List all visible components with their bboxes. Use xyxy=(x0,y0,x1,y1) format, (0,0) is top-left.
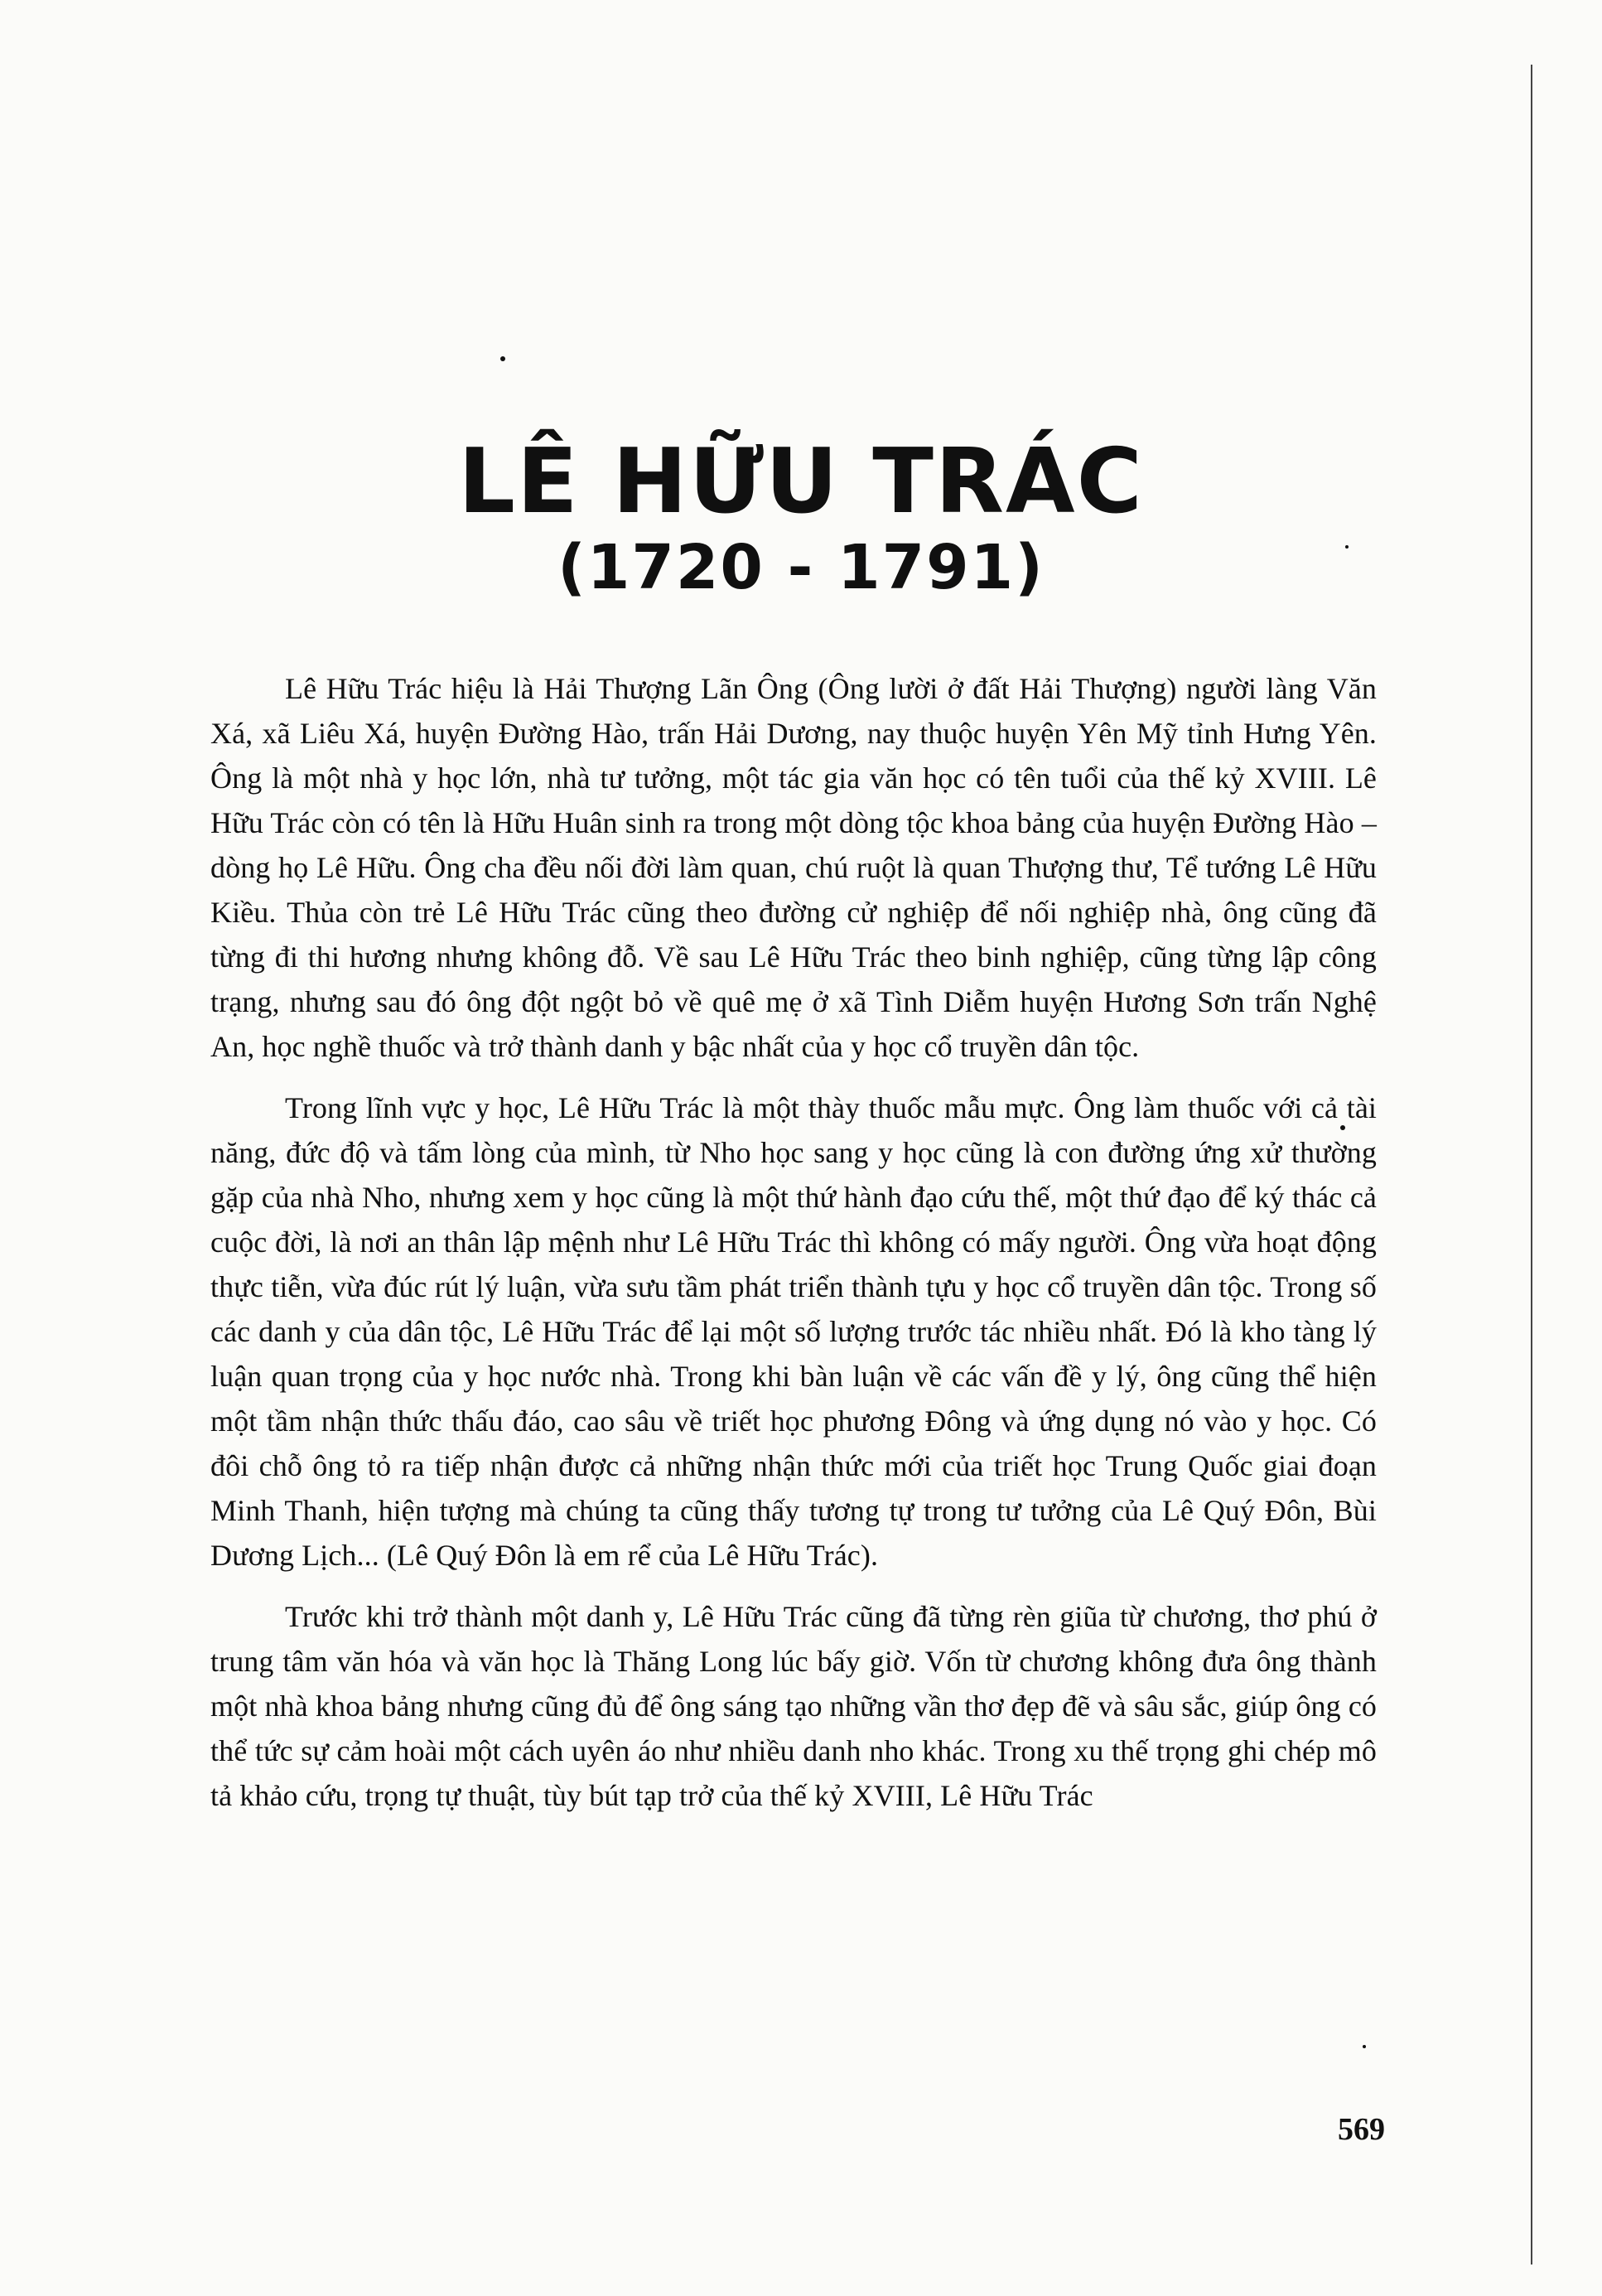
page-title: LÊ HỮU TRÁC xyxy=(458,430,1144,534)
chapter-header xyxy=(0,430,1602,605)
page-edge-rule xyxy=(1531,65,1532,2265)
paragraph-literature: Trước khi trở thành một danh y, Lê Hữu Trác cũng đã từng rèn giũa từ chương, thơ phú ở trung tâm văn hóa và văn học là Thăng Long lúc bấy giờ. Vốn từ chương không đưa ông thành một nhà khoa bảng nhưng cũng đủ để ông sáng tạo những vần thơ đẹp đẽ và sâu sắc, giúp ông có thể tức sự cảm hoài một cách uyên áo như nhiều danh nho khác. Trong xu thế trọng ghi chép mô tả khảo cứu, trọng tự thuật, tùy bút tạp trở của thế kỷ XVIII, Lê Hữu Trác xyxy=(210,1600,1377,1812)
scan-speck xyxy=(500,356,505,361)
page-number: 569 xyxy=(1338,2112,1385,2147)
paragraph-medicine: Trong lĩnh vực y học, Lê Hữu Trác là một thày thuốc mẫu mực. Ông làm thuốc với cả tài năng, đức độ và tấm lòng của mình, từ Nho học sang y học cũng là con đường ứng xử thường gặp của nhà Nho, nhưng xem y học cũng là một thứ hành đạo cứu thế, một thứ đạo để ký thác cả cuộc đời, là nơi an thân lập mệnh như Lê Hữu Trác thì không có mấy người. Ông vừa hoạt động thực tiễn, vừa đúc rút lý luận, vừa sưu tầm phát triển thành tựu y học cổ truyền dân tộc. Trong số các danh y của dân tộc, Lê Hữu Trác để lại một số lượng trước tác nhiều nhất. Đó là kho tàng lý luận quan trọng của y học nước nhà. Trong khi bàn luận về các vấn đề y lý, ông cũng thể hiện một tầm nhận thức thấu đáo, cao sâu về triết học phương Đông và ứng dụng nó vào y học. Có đôi chỗ ông tỏ ra tiếp nhận được cả những nhận thức mới của triết học Trung Quốc giai đoạn Minh Thanh, hiện tượng mà chúng ta cũng thấy tương tự trong tư tưởng của Lê Quý Đôn, Bùi Dương Lịch... (Lê Quý Đôn là em rể của Lê Hữu Trác). xyxy=(210,1091,1377,1572)
paragraph-biography: Lê Hữu Trác hiệu là Hải Thượng Lãn Ông (Ông lười ở đất Hải Thượng) người làng Văn Xá, xã Liêu Xá, huyện Đường Hào, trấn Hải Dương, nay thuộc huyện Yên Mỹ tỉnh Hưng Yên. Ông là một nhà y học lớn, nhà tư tưởng, một tác gia văn học có tên tuổi của thế kỷ XVIII. Lê Hữu Trác còn có tên là Hữu Huân sinh ra trong một dòng tộc khoa bảng của huyện Đường Hào – dòng họ Lê Hữu. Ông cha đều nối đời làm quan, chú ruột là quan Thượng thư, Tể tướng Lê Hữu Kiều. Thủa còn trẻ Lê Hữu Trác cũng theo đường cử nghiệp để nối nghiệp nhà, ông cũng đã từng đi thi hương nhưng không đỗ. Về sau Lê Hữu Trác theo binh nghiệp, cũng từng lập công trạng, nhưng sau đó ông đột ngột bỏ về quê mẹ ở xã Tình Diễm huyện Hương Sơn trấn Nghệ An, học nghề thuốc và trở thành danh y bậc nhất của y học cổ truyền dân tộc. xyxy=(210,672,1377,1063)
scan-speck xyxy=(1363,2045,1366,2048)
life-years: (1720 - 1791) xyxy=(557,532,1045,604)
body-text xyxy=(210,666,1377,1834)
